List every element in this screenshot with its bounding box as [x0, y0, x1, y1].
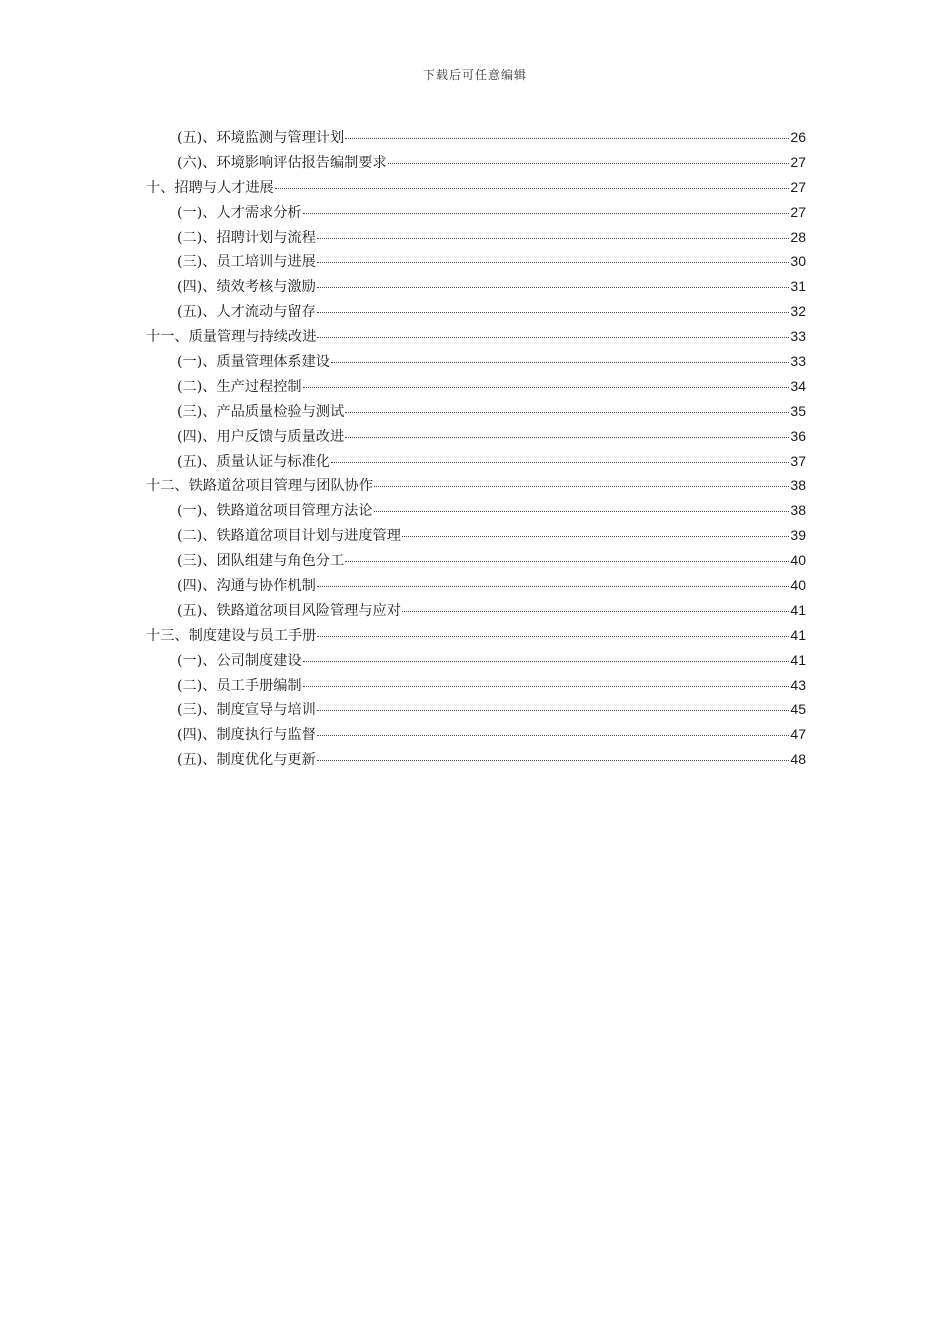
toc-entry-title: (四)、制度执行与监督	[177, 727, 316, 744]
toc-dot-leader	[317, 709, 790, 711]
toc-entry-page-number: 39	[790, 527, 806, 544]
toc-dot-leader	[317, 261, 790, 263]
toc-entry[interactable]	[146, 623, 806, 648]
table-of-contents	[146, 125, 806, 772]
toc-dot-leader	[317, 759, 790, 761]
toc-entry[interactable]	[146, 449, 806, 474]
toc-entry[interactable]	[146, 299, 806, 324]
toc-entry-page-number: 33	[790, 353, 806, 370]
toc-entry-page-number: 33	[790, 328, 806, 345]
toc-entry-page-number: 31	[790, 278, 806, 295]
toc-entry-title: (三)、制度宣导与培训	[177, 702, 316, 719]
toc-entry[interactable]	[146, 324, 806, 349]
toc-entry-page-number: 41	[790, 626, 806, 643]
toc-entry-title: 十二、铁路道岔项目管理与团队协作	[146, 478, 374, 495]
toc-entry-page-number: 41	[790, 651, 806, 668]
toc-entry-title: (二)、员工手册编制	[177, 677, 302, 694]
toc-entry-page-number: 28	[790, 228, 806, 245]
toc-entry-title: (二)、生产过程控制	[177, 378, 302, 395]
toc-entry-page-number: 30	[790, 253, 806, 270]
toc-entry[interactable]	[146, 225, 806, 250]
toc-entry[interactable]	[146, 573, 806, 598]
toc-entry[interactable]	[146, 548, 806, 573]
toc-entry[interactable]	[146, 175, 806, 200]
toc-entry-page-number: 40	[790, 552, 806, 569]
toc-dot-leader	[374, 510, 790, 512]
toc-entry-page-number: 34	[790, 377, 806, 394]
toc-dot-leader	[317, 635, 789, 637]
toc-entry-page-number: 41	[790, 601, 806, 618]
toc-entry-title: (三)、团队组建与角色分工	[177, 553, 345, 570]
toc-dot-leader	[317, 237, 790, 239]
toc-entry-title: (五)、质量认证与标准化	[177, 453, 330, 470]
toc-dot-leader	[331, 461, 789, 463]
toc-entry-title: (五)、环境监测与管理计划	[177, 130, 345, 146]
toc-dot-leader	[402, 535, 790, 537]
toc-entry-page-number: 27	[790, 178, 806, 195]
toc-entry[interactable]	[146, 598, 806, 623]
toc-entry-page-number: 37	[790, 452, 806, 469]
toc-entry-title: (六)、环境影响评估报告编制要求	[177, 154, 387, 171]
toc-dot-leader	[345, 137, 789, 139]
toc-dot-leader	[317, 585, 790, 587]
toc-entry-page-number: 45	[790, 701, 806, 718]
toc-dot-leader	[331, 361, 789, 363]
toc-dot-leader	[303, 685, 790, 687]
toc-entry-title: (五)、制度优化与更新	[177, 752, 316, 769]
toc-entry[interactable]	[146, 150, 806, 175]
toc-entry[interactable]	[146, 125, 806, 150]
toc-entry-title: 十、招聘与人才进展	[146, 179, 274, 196]
toc-dot-leader	[317, 311, 790, 313]
toc-dot-leader	[388, 162, 790, 164]
toc-dot-leader	[345, 436, 789, 438]
toc-entry[interactable]	[146, 399, 806, 424]
toc-entry-title: (四)、用户反馈与质量改进	[177, 428, 345, 445]
toc-entry-title: (三)、产品质量检验与测试	[177, 403, 345, 420]
toc-entry[interactable]	[146, 473, 806, 498]
toc-entry-title: (一)、铁路道岔项目管理方法论	[177, 503, 373, 520]
toc-dot-leader	[303, 660, 790, 662]
toc-dot-leader	[345, 560, 789, 562]
toc-entry[interactable]	[146, 673, 806, 698]
toc-entry-title: (三)、员工培训与进展	[177, 254, 316, 271]
toc-entry-page-number: 32	[790, 303, 806, 320]
toc-entry-title: 十一、质量管理与持续改进	[146, 329, 317, 346]
toc-entry-title: (二)、招聘计划与流程	[177, 229, 316, 246]
page-header: 下载后可任意编辑	[422, 68, 527, 82]
toc-dot-leader	[374, 485, 789, 487]
toc-entry[interactable]	[146, 648, 806, 673]
toc-entry-title: (五)、人才流动与留存	[177, 304, 316, 321]
toc-entry-title: (四)、沟通与协作机制	[177, 578, 316, 595]
toc-dot-leader	[402, 610, 790, 612]
toc-entry[interactable]	[146, 249, 806, 274]
toc-entry[interactable]	[146, 747, 806, 772]
toc-entry-page-number: 35	[790, 402, 806, 419]
toc-entry[interactable]	[146, 424, 806, 449]
toc-dot-leader	[317, 286, 790, 288]
toc-dot-leader	[345, 411, 789, 413]
toc-entry-title: (一)、质量管理体系建设	[177, 354, 330, 371]
toc-entry-title: (一)、人才需求分析	[177, 204, 302, 221]
toc-entry-page-number: 47	[790, 726, 806, 743]
toc-entry-page-number: 40	[790, 577, 806, 594]
toc-entry-title: 十三、制度建设与员工手册	[146, 627, 317, 644]
toc-entry-page-number: 38	[790, 477, 806, 494]
toc-entry[interactable]	[146, 200, 806, 225]
toc-entry[interactable]	[146, 523, 806, 548]
toc-dot-leader	[303, 212, 790, 214]
toc-entry-page-number: 26	[790, 129, 806, 145]
toc-entry-title: (五)、铁路道岔项目风险管理与应对	[177, 602, 401, 619]
toc-entry-title: (二)、铁路道岔项目计划与进度管理	[177, 528, 401, 545]
toc-entry-page-number: 27	[790, 203, 806, 220]
toc-entry[interactable]	[146, 722, 806, 747]
toc-entry[interactable]	[146, 274, 806, 299]
toc-entry-page-number: 48	[790, 751, 806, 768]
toc-dot-leader	[317, 336, 789, 338]
toc-dot-leader	[303, 386, 790, 388]
toc-entry[interactable]	[146, 349, 806, 374]
toc-entry-page-number: 43	[790, 676, 806, 693]
toc-entry[interactable]	[146, 498, 806, 523]
toc-entry[interactable]	[146, 374, 806, 399]
toc-entry-title: (四)、绩效考核与激励	[177, 279, 316, 296]
toc-entry-page-number: 38	[790, 502, 806, 519]
toc-dot-leader	[275, 187, 790, 189]
toc-dot-leader	[317, 734, 790, 736]
toc-entry[interactable]	[146, 697, 806, 722]
toc-entry-title: (一)、公司制度建设	[177, 652, 302, 669]
toc-entry-page-number: 36	[790, 427, 806, 444]
toc-entry-page-number: 27	[790, 153, 806, 170]
